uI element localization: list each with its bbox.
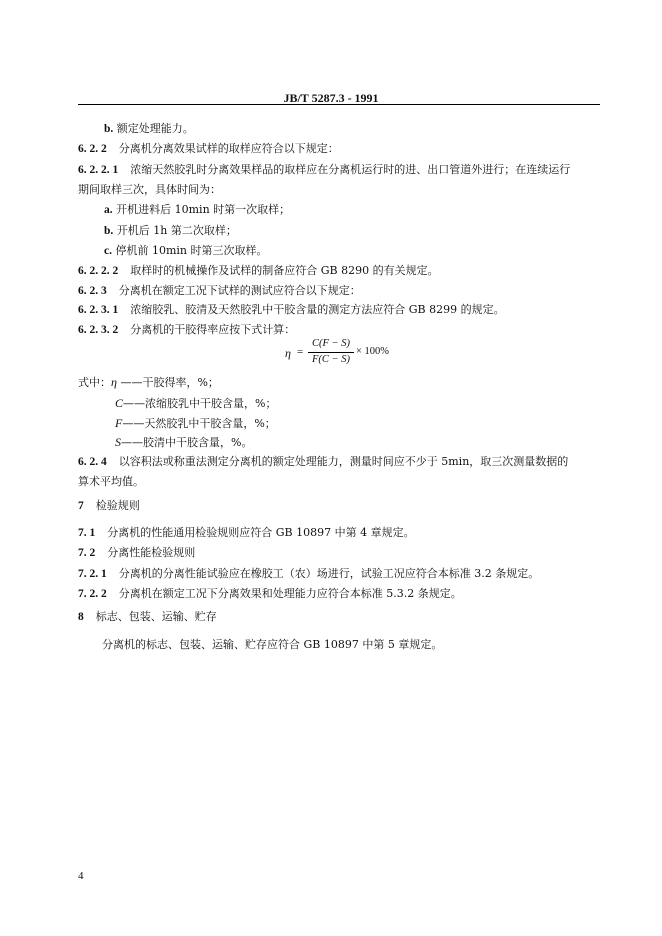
section-title: 检验规则 <box>95 499 140 512</box>
item-label: b. <box>104 225 114 237</box>
clause-number: 6. 2. 3. 1 <box>78 304 119 316</box>
clause-text: 分离机的分离性能试验应在橡胶工（农）场进行，试验工况应符合本标准 3.2 条规定。 <box>118 567 540 580</box>
clause-number: 6. 2. 3 <box>78 285 107 297</box>
clause-6-2-2-2 <box>78 264 600 278</box>
clause-text: 分离机分离效果试样的取样应符合以下规定： <box>118 142 339 155</box>
list-item-b <box>104 122 626 136</box>
clause-text: 分离机在额定工况下分离效果和处理能力应符合本标准 5.3.2 条规定。 <box>118 587 462 600</box>
yield-formula <box>285 338 395 368</box>
section-number: 8 <box>78 611 84 623</box>
clause-number: 7. 2 <box>78 547 96 559</box>
clause-6-2-4 <box>78 455 600 469</box>
formula-numerator: C(F − S) <box>312 338 350 349</box>
section-8-heading <box>78 610 600 624</box>
clause-number: 7. 2. 2 <box>78 588 107 600</box>
clause-number: 6. 2. 2. 1 <box>78 164 119 176</box>
clause-number: 6. 2. 3. 2 <box>78 324 119 336</box>
clause-7-1 <box>78 526 600 540</box>
clause-text: 以容积法或称重法测定分离机的额定处理能力，测量时间应不少于 5min，取三次测量数据的 <box>118 455 569 468</box>
symbol: F <box>115 416 123 430</box>
list-item-a <box>104 203 626 217</box>
section-8-body: 分离机的标志、包装、运输、贮存应符合 GB 10897 中第 5 章规定。 <box>102 638 443 651</box>
formula-denominator: F(C − S) <box>312 354 350 365</box>
formula-multiplier: × 100% <box>356 346 390 357</box>
symbol-f <box>115 416 637 431</box>
section-number: 7 <box>78 500 84 512</box>
clause-number: 6. 2. 2 <box>78 143 107 155</box>
list-item-b <box>104 224 626 238</box>
clause-6-2-3-1 <box>78 303 600 317</box>
clause-number: 6. 2. 4 <box>78 456 107 468</box>
clause-7-2-1 <box>78 567 600 581</box>
clause-text: 分离性能检验规则 <box>107 546 196 559</box>
page-number: 4 <box>78 870 84 882</box>
symbol-prefix: 式中： <box>78 376 111 389</box>
formula-lhs: η <box>285 346 291 360</box>
header-rule <box>78 104 600 105</box>
symbol: S <box>115 435 121 449</box>
symbol: C <box>115 396 124 410</box>
clause-text: 浓缩胶乳、胶清及天然胶乳中干胶含量的测定方法应符合 GB 8299 的规定。 <box>130 303 505 316</box>
clause-7-2-2 <box>78 587 600 601</box>
clause-continuation: 期间取样三次，具体时间为： <box>78 183 221 196</box>
clause-text: 分离机的干胶得率应按下式计算： <box>130 323 296 336</box>
clause-text: 取样时的机械操作及试样的制备应符合 GB 8290 的有关规定。 <box>130 264 439 277</box>
section-title: 标志、包装、运输、贮存 <box>95 610 217 623</box>
symbol-c <box>115 396 637 411</box>
clause-text: 分离机在额定工况下试样的测试应符合以下规定： <box>118 284 361 297</box>
symbol-text: ——浓缩胶乳中干胶含量，%； <box>123 397 277 410</box>
symbol-text: ——天然胶乳中干胶含量，%； <box>122 417 276 430</box>
item-text: 额定处理能力。 <box>116 122 194 135</box>
clause-number: 6. 2. 2. 2 <box>78 265 119 277</box>
symbol-s <box>115 435 637 450</box>
formula-equals: = <box>297 346 304 358</box>
clause-7-2 <box>78 546 600 560</box>
list-item-c <box>104 244 626 258</box>
item-text: 停机前 10min 时第三次取样。 <box>115 244 268 257</box>
section-7-heading <box>78 499 600 513</box>
clause-text: 浓缩天然胶乳时分离效果样品的取样应在分离机运行时的进、出口管道外进行；在连续运行 <box>130 163 571 176</box>
item-label: c. <box>104 245 112 257</box>
clause-continuation: 算术平均值。 <box>78 475 144 488</box>
clause-number: 7. 1 <box>78 527 96 539</box>
item-label: b. <box>104 123 114 135</box>
clause-text: 分离机的性能通用检验规则应符合 GB 10897 中第 4 章规定。 <box>107 526 415 539</box>
item-text: 开机后 1h 第二次取样； <box>116 224 237 237</box>
clause-number: 7. 2. 1 <box>78 568 107 580</box>
item-text: 开机进料后 10min 时第一次取样； <box>116 203 291 216</box>
item-label: a. <box>104 204 113 216</box>
clause-6-2-3 <box>78 284 600 298</box>
clause-6-2-2-1 <box>78 163 600 177</box>
symbol-text: ——干胶得率，%； <box>116 376 219 389</box>
symbol-eta <box>78 375 600 390</box>
running-header: JB/T 5287.3 - 1991 <box>283 91 379 105</box>
clause-6-2-3-2 <box>78 323 600 337</box>
clause-6-2-2 <box>78 142 600 156</box>
fraction-bar <box>308 352 354 353</box>
symbol-text: ——胶清中干胶含量，%。 <box>121 436 253 449</box>
symbol: η <box>111 375 117 389</box>
